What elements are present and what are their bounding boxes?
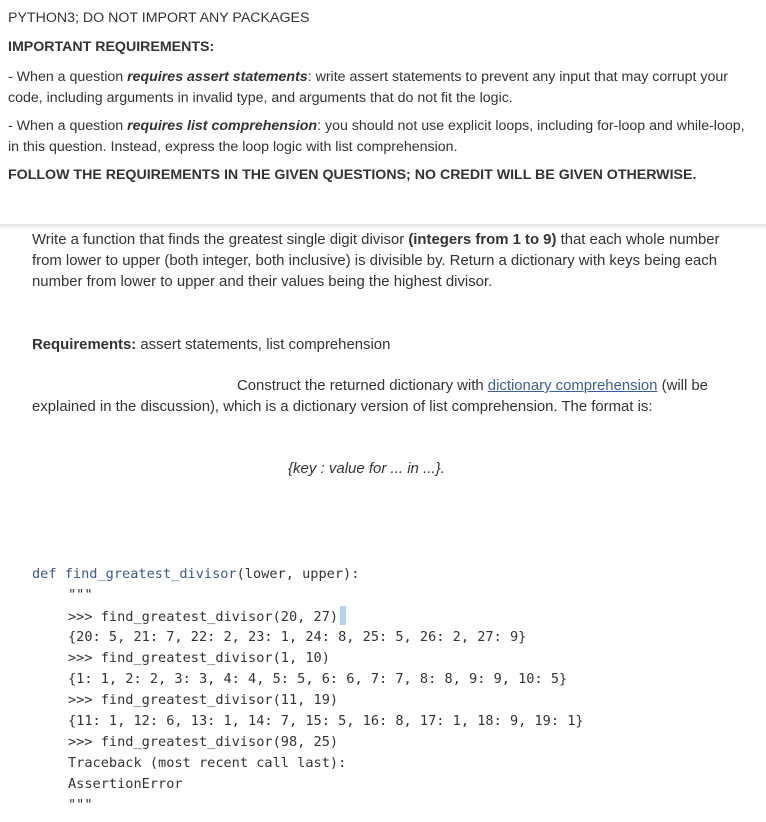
doctest-line: AssertionError: [68, 776, 183, 792]
doctest-line: {20: 5, 21: 7, 22: 2, 23: 1, 24: 8, 25: 5, 26: 2, 27: 9}: [68, 629, 527, 645]
dictionary-comprehension-link[interactable]: dictionary comprehension: [487, 378, 658, 394]
doctest-line: Traceback (most recent call last):: [68, 755, 347, 771]
function-params: (lower, upper):: [236, 566, 360, 582]
question-description: Write a function that finds the greatest single digit divisor (integers from 1 to 9) that each whole number from lower to upper (both integer, both inclusive) is divisible by. Return a dictionary with keys being each number from lower to upper and their values being the highest divisor.: [32, 232, 720, 290]
header-python-note: PYTHON3; DO NOT IMPORT ANY PACKAGES: [8, 10, 310, 26]
doctest-line: >>> find_greatest_divisor(98, 25): [68, 734, 339, 750]
doctest-line: {11: 1, 12: 6, 13: 1, 14: 7, 15: 5, 16: 8, 17: 1, 18: 9, 19: 1}: [68, 713, 584, 729]
construct-instructions: Construct the returned dictionary with dictionary comprehension (will be explained in the discussion), which is a dictionary version of list comprehension. The format is:: [32, 378, 708, 415]
docstring-open: """: [68, 587, 93, 603]
question-requirements: Requirements: assert statements, list comprehension: [32, 337, 391, 353]
format-example: {key : value for ... in ...}.: [288, 460, 445, 477]
doctest-line: >>> find_greatest_divisor(20, 27): [68, 606, 346, 628]
function-signature: [32, 564, 359, 585]
docstring-close: """: [68, 797, 93, 813]
function-name: find_greatest_divisor: [64, 566, 237, 582]
requirement-assert: - When a question requires assert statements: write assert statements to prevent any input that may corrupt your code, including arguments in invalid type, and arguments that do not fit the logic.: [8, 69, 728, 106]
section-divider: [0, 224, 766, 228]
doctest-line: >>> find_greatest_divisor(11, 19): [68, 692, 339, 708]
doctest-line: >>> find_greatest_divisor(1, 10): [68, 650, 330, 666]
follow-requirements-note: FOLLOW THE REQUIREMENTS IN THE GIVEN QUESTIONS; NO CREDIT WILL BE GIVEN OTHERWISE.: [8, 167, 697, 183]
important-requirements-title: IMPORTANT REQUIREMENTS:: [8, 39, 215, 55]
text-cursor: [340, 606, 346, 625]
requirement-list-comprehension: - When a question requires list comprehension: you should not use explicit loops, including for-loop and while-loop, in this question. Instead, express the loop logic with list comprehension.: [8, 118, 745, 155]
doctest-line: {1: 1, 2: 2, 3: 3, 4: 4, 5: 5, 6: 6, 7: 7, 8: 8, 9: 9, 10: 5}: [68, 671, 568, 687]
def-keyword: def: [32, 566, 65, 582]
